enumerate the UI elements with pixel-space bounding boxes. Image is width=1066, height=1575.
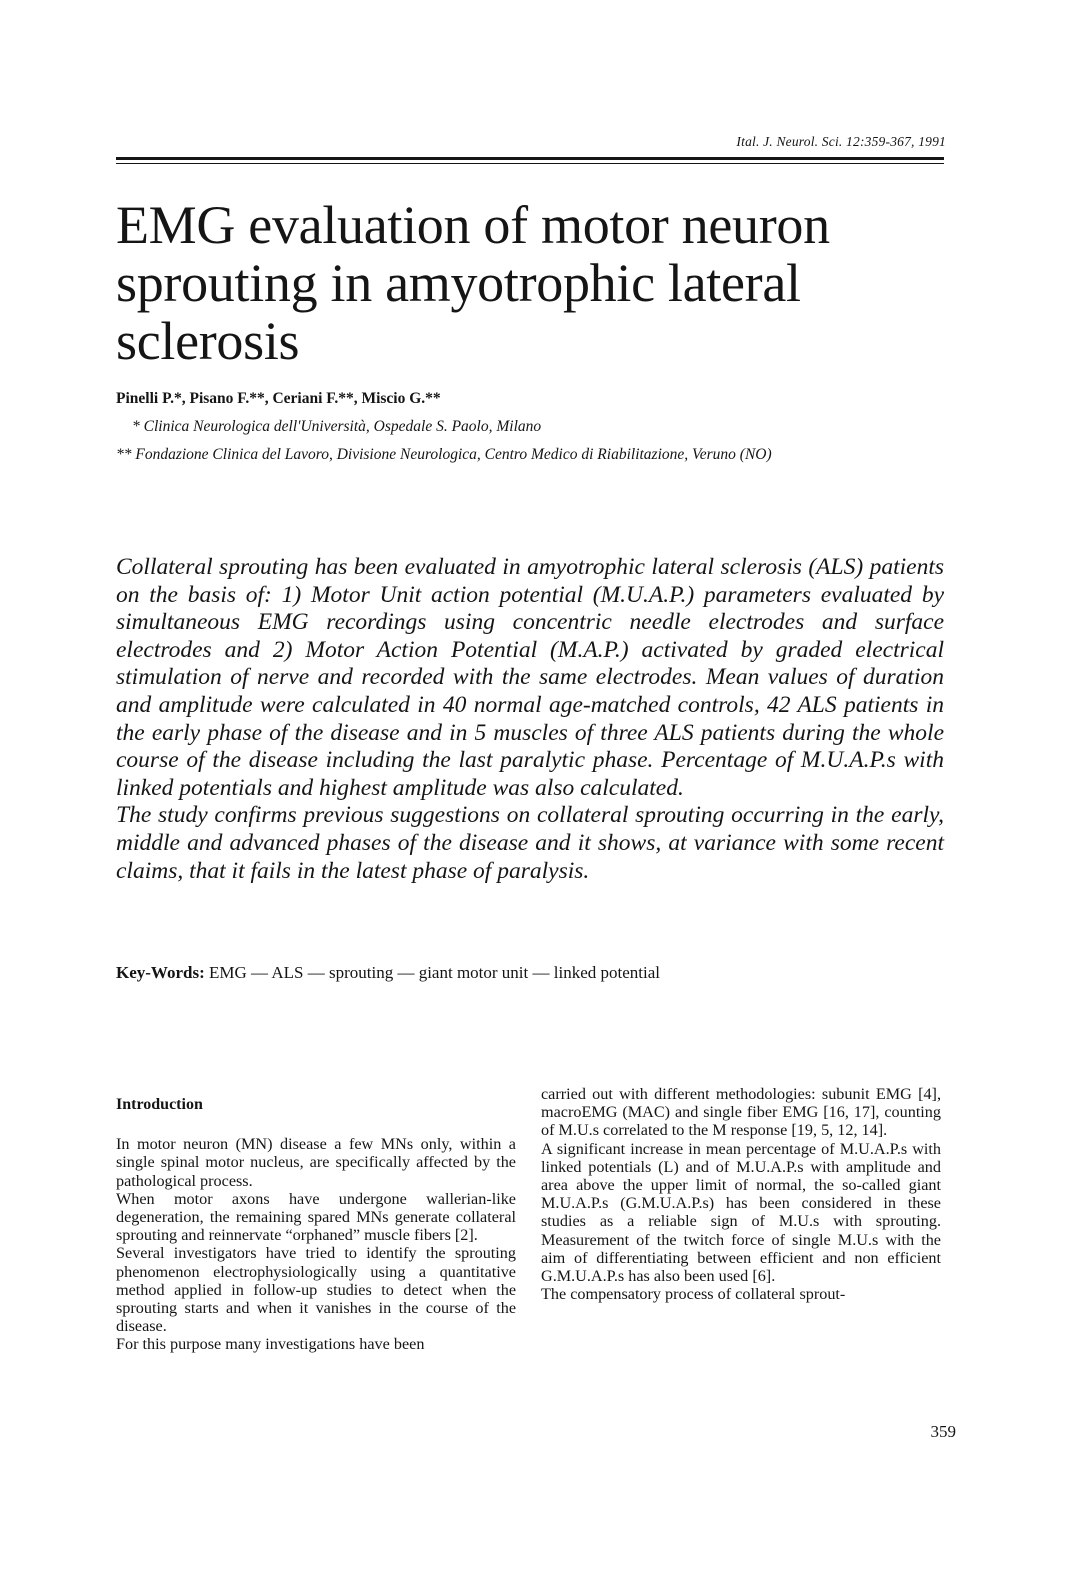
page-number: 359 [930,1422,956,1441]
abstract-paragraph-1: Collateral sprouting has been evaluated in amyotrophic lateral sclerosis (ALS) patients on the basis of: 1) Motor Unit action potential (M.U.A.P.) parameters evaluated by simultaneous EMG recordings using concentric needle electrodes and surface electrodes and 2) Motor Action Potential (M.A.P.) activated by graded electrical stimulation of nerve and recorded with the same electrodes. Mean values of duration and amplitude were calculated in 40 normal age-matched controls, 42 ALS patients in the early phase of the disease and in 5 muscles of three ALS patients during the whole course of the disease including the last paralytic phase. Percentage of M.U.A.P.s with linked potentials and highest amplitude was also calculated. [116,554,944,801]
keywords-label: Key-Words: [116,963,205,982]
abstract [116,554,944,885]
keywords [116,963,660,983]
header-rule-thick [116,157,944,160]
section-heading-introduction: Introduction [116,1096,203,1113]
body-paragraph: Several investigators have tried to identify the sprouting phenomenon electrophysiologically using a quantitative method applied in follow-up studies to detect when the sprouting starts and when it vanishes in the course of the disease. [116,1244,516,1336]
abstract-paragraph-2: The study confirms previous suggestions on collateral sprouting occurring in the early, middle and advanced phases of the disease and it shows, at variance with some recent claims, that it fails in the latest phase of paralysis. [116,802,944,884]
body-paragraph: The compensatory process of collateral sprout- [541,1285,846,1304]
body-paragraph: When motor axons have undergone wallerian-like degeneration, the remaining spared MNs generate collateral sprouting and reinnervate “orphaned” muscle fibers [2]. [116,1189,516,1245]
body-paragraph: In motor neuron (MN) disease a few MNs only, within a single spinal motor nucleus, are specifically affected by the pathological process. [116,1135,516,1190]
affiliation-2: ** Fondazione Clinica del Lavoro, Divisione Neurologica, Centro Medico di Riabilitazione, Veruno (NO) [116,446,772,463]
body-column-left [116,1085,516,1354]
header-rule-thin [116,163,944,164]
keywords-text: EMG — ALS — sprouting — giant motor unit — linked potential [209,963,660,982]
body-paragraph: A significant increase in mean percentage of M.U.A.P.s with linked potentials (L) and of M.U.A.P.s with amplitude and area above the upper limit of normal, the so-called giant M.U.A.P.s (G.M.U.A.P.s) has been considered in these studies as a reliable sign of M.U.s with sprouting. Measurement of the twitch force of single M.U.s with the aim of differentiating between efficient and non efficient G.M.U.A.P.s has also been used [6]. [541,1139,941,1286]
body-paragraph: carried out with different methodologies: subunit EMG [4], macroEMG (MAC) and single fiber EMG [16, 17], counting of M.U.s correlated to the M response [19, 5, 12, 14]. [541,1085,941,1140]
affiliation-1: * Clinica Neurologica dell'Università, Ospedale S. Paolo, Milano [132,418,542,435]
journal-reference: Ital. J. Neurol. Sci. 12:359-367, 1991 [736,134,946,149]
body-column-right [541,1085,941,1303]
body-paragraph: For this purpose many investigations have been [116,1335,425,1354]
article-title: EMG evaluation of motor neuron sprouting in amyotrophic lateral sclerosis [116,195,830,371]
author-list: Pinelli P.*, Pisano F.**, Ceriani F.**, Miscio G.** [116,390,441,407]
